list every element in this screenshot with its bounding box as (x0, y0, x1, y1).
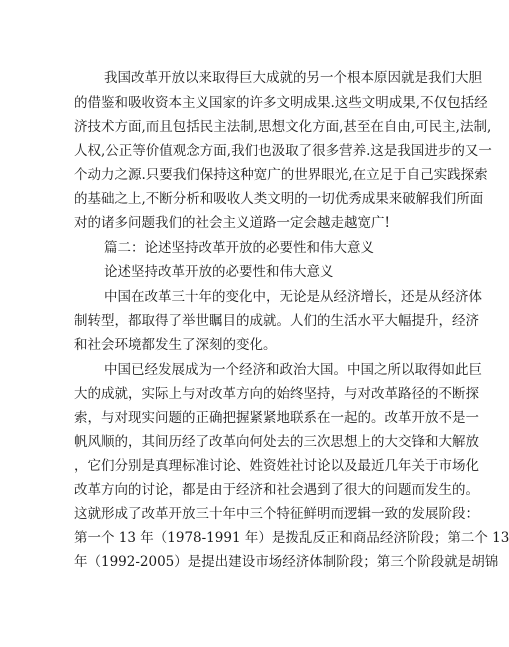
paragraph-line: 索，与对现实问题的正确把握紧紧地联系在一起的。改革开放不是一 (74, 410, 479, 426)
paragraph-line: 中国在改革三十年的变化中，无论是从经济增长，还是从经济体 (104, 289, 482, 305)
paragraph-line: 中国已经发展成为一个经济和政治大国。中国之所以取得如此巨 (104, 362, 482, 378)
paragraph-line: ，它们分别是真理标准讨论、姓资姓社讨论以及最近几年关于市场化 (74, 458, 479, 474)
paragraph-line: 的基础之上,不断分析和吸收人类文明的一切优秀成果来破解我们所面 (74, 191, 484, 207)
paragraph-line: 我国改革开放以来取得巨大成就的另一个根本原因就是我们大胆 (104, 70, 482, 86)
section-heading: 篇二：论述坚持改革开放的必要性和伟大意义 (104, 240, 374, 256)
paragraph-line: 改革方向的讨论，都是由于经济和社会遇到了很大的问题而发生的。 (74, 482, 479, 498)
paragraph-line: 大的成就，实际上与对改革方向的始终坚持，与对改革路径的不断探 (74, 386, 479, 402)
paragraph-line: 个动力之源.只要我们保持这种宽广的世界眼光,在立足于自己实践探索 (74, 167, 488, 183)
paragraph-line: 对的诸多问题我们的社会主义道路一定会越走越宽广! (74, 215, 390, 231)
paragraph-line: 帆风顺的，其间历经了改革向何处去的三次思想上的大交锋和大解放 (74, 434, 479, 450)
paragraph-line: 人权,公正等价值观念方面,我们也汲取了很多营养.这是我国进步的又一 (74, 143, 492, 159)
paragraph-line: 年（1992-2005）是提出建设市场经济体制阶段；第三个阶段就是胡锦 (74, 554, 499, 570)
paragraph-line: 第一个 13 年（1978-1991 年）是拨乱反正和商品经济阶段；第二个 13 (74, 530, 509, 546)
paragraph-line: 济技术方面,而且包括民主法制,思想文化方面,甚至在自由,可民主,法制, (74, 119, 492, 135)
paragraph-line: 和社会环境都发生了深刻的变化。 (74, 337, 277, 353)
paragraph-line: 这就形成了改革开放三十年中三个特征鲜明而逻辑一致的发展阶段： (74, 506, 479, 522)
section-subheading: 论述坚持改革开放的必要性和伟大意义 (104, 264, 334, 280)
paragraph-line: 制转型，都取得了举世瞩目的成就。人们的生活水平大幅提升，经济 (74, 313, 479, 329)
paragraph-line: 的借鉴和吸收资本主义国家的许多文明成果.这些文明成果,不仅包括经 (74, 95, 488, 111)
